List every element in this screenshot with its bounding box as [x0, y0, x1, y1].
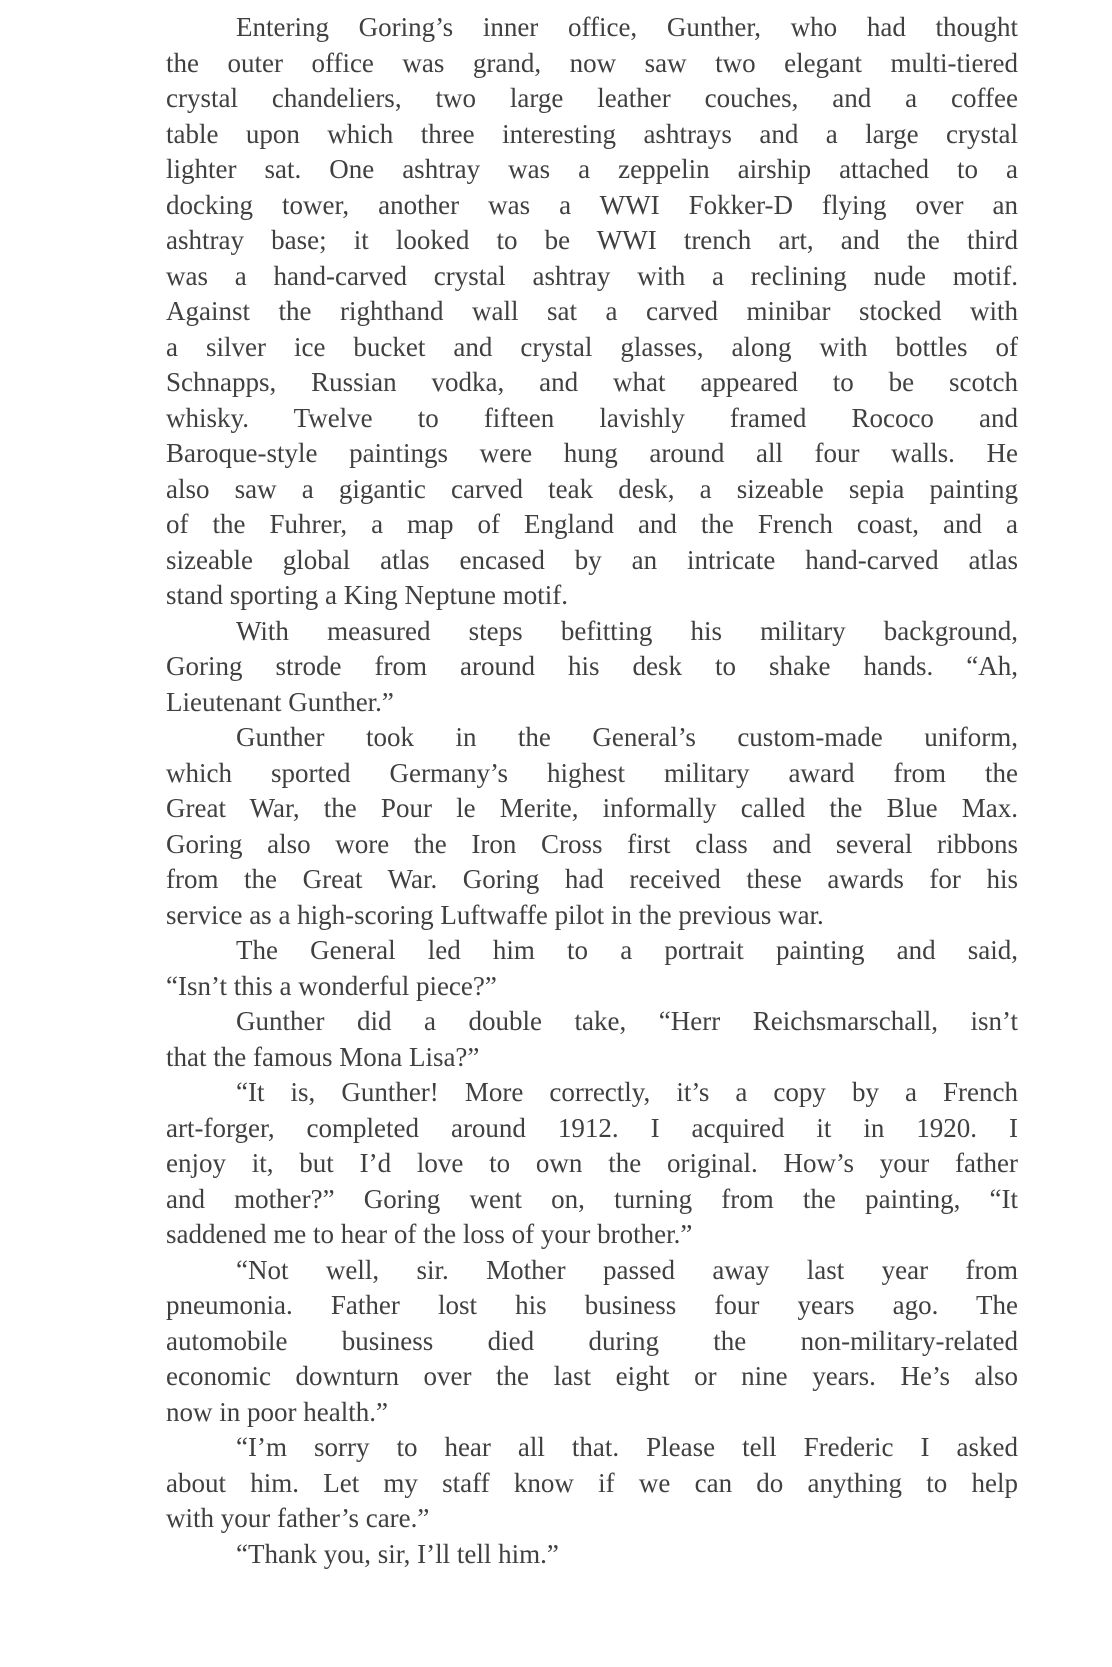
text-line: Goring strode from around his desk to shake hands. “Ah,	[166, 651, 1018, 681]
text-line: now in poor health.”	[166, 1396, 388, 1427]
text-line: sizeable global atlas encased by an intricate hand-carved atlas	[166, 544, 1018, 575]
text-line: art-forger, completed around 1912. I acquired it in 1920. I	[166, 1112, 1018, 1143]
text-line: The General led him to a portrait painting and said,	[236, 935, 1018, 965]
text-line: “It is, Gunther! More correctly, it’s a copy by a French	[236, 1077, 1018, 1107]
paragraph	[166, 1075, 1018, 1253]
text-line: With measured steps befitting his military background,	[236, 615, 1018, 646]
text-line: crystal chandeliers, two large leather couches, and a coffee	[166, 83, 1018, 113]
text-line: lighter sat. One ashtray was a zeppelin airship attached to a	[166, 154, 1018, 184]
text-line: economic downturn over the last eight or nine years. He’s also	[166, 1361, 1018, 1391]
text-line: stand sporting a King Neptune motif.	[166, 580, 568, 610]
text-line: “Isn’t this a wonderful piece?”	[166, 970, 497, 1001]
text-line: enjoy it, but I’d love to own the original. How’s your father	[166, 1148, 1018, 1178]
text-line: Against the righthand wall sat a carved minibar stocked with	[166, 296, 1018, 326]
text-line: pneumonia. Father lost his business four years ago. The	[166, 1290, 1018, 1320]
text-line: Schnapps, Russian vodka, and what appeared to be scotch	[166, 367, 1018, 397]
text-line: Entering Goring’s inner office, Gunther, who had thought	[236, 12, 1018, 42]
text-line: was a hand-carved crystal ashtray with a reclining nude motif.	[166, 260, 1018, 291]
text-line: “I’m sorry to hear all that. Please tell Frederic I asked	[236, 1432, 1018, 1462]
text-line: automobile business died during the non-military-related	[166, 1325, 1018, 1356]
text-line: the outer office was grand, now saw two elegant multi-tiered	[166, 47, 1018, 78]
text-line: of the Fuhrer, a map of England and the French coast, and a	[166, 509, 1018, 539]
text-line: also saw a gigantic carved teak desk, a sizeable sepia painting	[166, 473, 1018, 504]
text-line: Gunther took in the General’s custom-made uniform,	[236, 722, 1018, 752]
text-line: service as a high-scoring Luftwaffe pilot in the previous war.	[166, 899, 824, 930]
text-line: table upon which three interesting ashtrays and a large crystal	[166, 118, 1018, 149]
text-column	[166, 10, 1018, 1572]
paragraph	[166, 933, 1018, 1004]
text-line: Gunther did a double take, “Herr Reichsmarschall, isn’t	[236, 1006, 1018, 1036]
text-line: docking tower, another was a WWI Fokker-D flying over an	[166, 189, 1018, 220]
text-line: Great War, the Pour le Merite, informally called the Blue Max.	[166, 793, 1018, 823]
text-line: with your father’s care.”	[166, 1503, 430, 1533]
text-line: saddened me to hear of the loss of your brother.”	[166, 1219, 693, 1249]
paragraph	[166, 720, 1018, 933]
text-line: whisky. Twelve to fifteen lavishly framed Rococo and	[166, 402, 1018, 433]
text-line: Goring also wore the Iron Cross first class and several ribbons	[166, 828, 1018, 859]
paragraph	[166, 10, 1018, 614]
text-line: which sported Germany’s highest military award from the	[166, 757, 1018, 788]
text-line: about him. Let my staff know if we can do anything to help	[166, 1467, 1018, 1498]
text-line: “Thank you, sir, I’ll tell him.”	[236, 1538, 559, 1569]
text-line: “Not well, sir. Mother passed away last year from	[236, 1254, 1018, 1285]
text-line: Lieutenant Gunther.”	[166, 686, 394, 717]
text-line: and mother?” Goring went on, turning from the painting, “It	[166, 1183, 1018, 1214]
text-line: a silver ice bucket and crystal glasses, along with bottles of	[166, 331, 1018, 362]
text-line: ashtray base; it looked to be WWI trench art, and the third	[166, 225, 1018, 255]
paragraph	[166, 614, 1018, 721]
paragraph	[166, 1537, 1018, 1573]
paragraph	[166, 1253, 1018, 1431]
text-line: that the famous Mona Lisa?”	[166, 1041, 480, 1072]
text-line: from the Great War. Goring had received these awards for his	[166, 864, 1018, 894]
paragraph	[166, 1004, 1018, 1075]
paragraph	[166, 1430, 1018, 1537]
text-line: Baroque-style paintings were hung around all four walls. He	[166, 438, 1018, 468]
